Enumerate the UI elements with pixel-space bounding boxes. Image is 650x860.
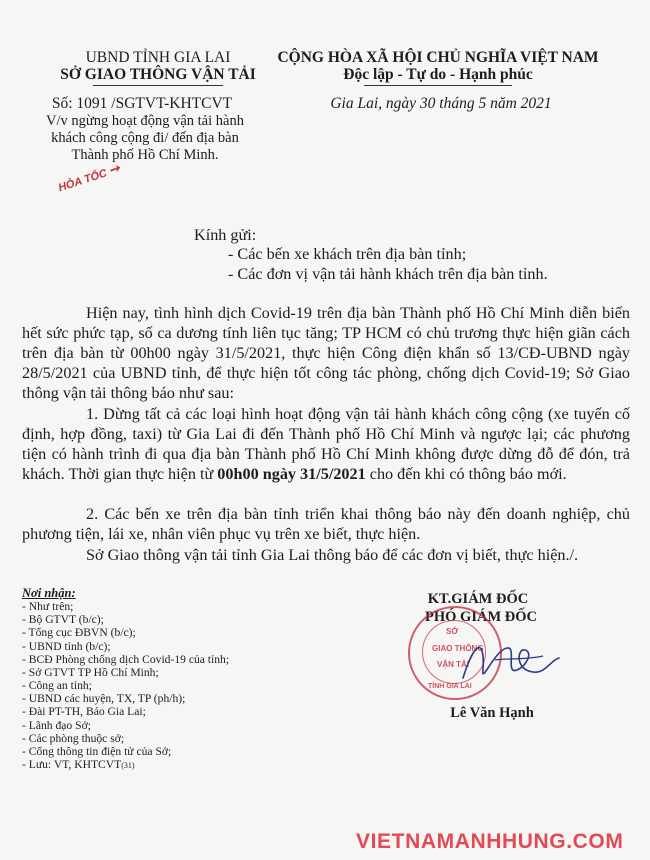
subject-line-3: Thành phố Hồ Chí Minh.: [71, 147, 219, 163]
seal-text-1: SỞ: [446, 627, 459, 636]
department-name-text: SỞ GIAO THÔNG VẬN TẢI: [60, 66, 256, 83]
signer-name: Lê Văn Hạnh: [450, 705, 534, 721]
recipient-item: - Sở GTVT TP Hồ Chí Minh;: [22, 665, 159, 679]
greeting-item-2: - Các đơn vị vận tải hành khách trên địa bàn tỉnh.: [228, 265, 548, 283]
recipient-item: - Tổng cục ĐBVN (b/c);: [22, 626, 136, 640]
recipient-item: - UBND các huyện, TX, TP (ph/h);: [22, 692, 186, 706]
document-number: Số: 1091 /SGTVT-KHTCVT: [51, 95, 233, 112]
urgent-stamp-text: HỎA TỐC: [56, 167, 109, 195]
copy-count: (31): [121, 761, 135, 771]
paragraph-item-2: 2. Các bến xe trên địa bàn tỉnh triển khai thông báo này đến doanh nghiệp, chủ phương tiện, lái xe, nhân viên phục vụ trên xe biết, thực hiện.: [22, 505, 630, 543]
recipient-item: - Công an tỉnh;: [22, 679, 92, 693]
paragraph-intro: Hiện nay, tình hình dịch Covid-19 trên địa bàn Thành phố Hồ Chí Minh diễn biến hết sức phức tạp, số ca dương tính liên tục tăng; TP HCM có chủ trương thực hiện giãn cách trên địa bàn từ 00h00 ngày 31/5/2021, thực hiện Công điện khẩn số 13/CĐ-UBND ngày 28/5/2021 của UBND tỉnh, để thực hiện tốt công tác phòng, chống dịch Covid-19; Sở Giao thông vận tải thông báo như sau:: [22, 304, 630, 402]
national-motto: Độc lập - Tự do - Hạnh phúc: [343, 66, 533, 83]
seal-text-3: VẬN TẢI: [437, 660, 469, 669]
recipient-item: - Đài PT-TH, Báo Gia Lai;: [22, 705, 146, 719]
department-name: [60, 66, 256, 84]
site-watermark: VIETNAMANHHUNG.COM: [356, 830, 624, 853]
signer-authority: KT.GIÁM ĐỐC: [427, 591, 529, 607]
greeting-item-1: - Các bến xe khách trên địa bàn tỉnh;: [228, 245, 467, 263]
recipient-item: [22, 758, 229, 772]
issue-date: Gia Lai, ngày 30 tháng 5 năm 2021: [330, 95, 552, 112]
arrow-icon: ➙: [106, 160, 122, 178]
recipient-item: - Bộ GTVT (b/c);: [22, 613, 104, 627]
recipient-item: - Như trên;: [22, 600, 74, 614]
recipients-title: Nơi nhận:: [22, 586, 76, 600]
seal-text-2: GIAO THÔNG: [432, 644, 484, 653]
recipient-item: - BCĐ Phòng chống dịch Covid-19 của tỉnh;: [22, 652, 230, 666]
subject-line-1: V/v ngừng hoạt động vận tải hành: [46, 113, 244, 129]
department-underline: [93, 85, 223, 86]
country-name: CỘNG HÒA XÃ HỘI CHỦ NGHĨA VIỆT NAM: [277, 49, 599, 66]
greeting-label: Kính gửi:: [194, 226, 257, 244]
subject-line-2: khách công cộng đi/ đến địa bàn: [51, 130, 239, 146]
effective-time: 00h00 ngày 31/5/2021: [217, 464, 366, 483]
recipients-list: [22, 587, 229, 772]
recipient-item: - Các phòng thuộc sở;: [22, 731, 125, 745]
paragraph-item-1: [22, 405, 630, 485]
handwritten-signature: [455, 630, 565, 690]
signer-role: PHÓ GIÁM ĐỐC: [425, 609, 537, 625]
paragraph-closing: Sở Giao thông vận tải tỉnh Gia Lai thông báo để các đơn vị biết, thực hiện./.: [86, 546, 579, 564]
urgent-stamp: [56, 160, 122, 195]
org-name: UBND TỈNH GIA LAI: [85, 49, 231, 66]
paragraph-item-1-start: 1. Dừng tất cả các loại hình hoạt động vận tải hành khách công cộng (xe tuyến cố định, hợp đồng, taxi) từ Gia Lai đi đến Thành phố Hồ Chí Minh và ngược lại; các phương tiện có hành trình đi qua địa bàn Thành phố Hồ Chí Minh không được dừng đỗ để đón, trả khách. Thời gian thực hiện từ: [22, 405, 630, 483]
motto-underline: [364, 85, 512, 86]
recipient-item: - Cổng thông tin điện tử của Sở;: [22, 744, 172, 758]
recipient-item-text: - Lưu: VT, KHTCVT: [22, 758, 122, 772]
recipient-item: - Lãnh đạo Sở;: [22, 718, 91, 732]
recipient-item: - UBND tỉnh (b/c);: [22, 639, 111, 653]
seal-text-4: TỈNH GIA LAI: [428, 683, 472, 690]
paragraph-item-1-end: cho đến khi có thông báo mới.: [365, 464, 567, 483]
